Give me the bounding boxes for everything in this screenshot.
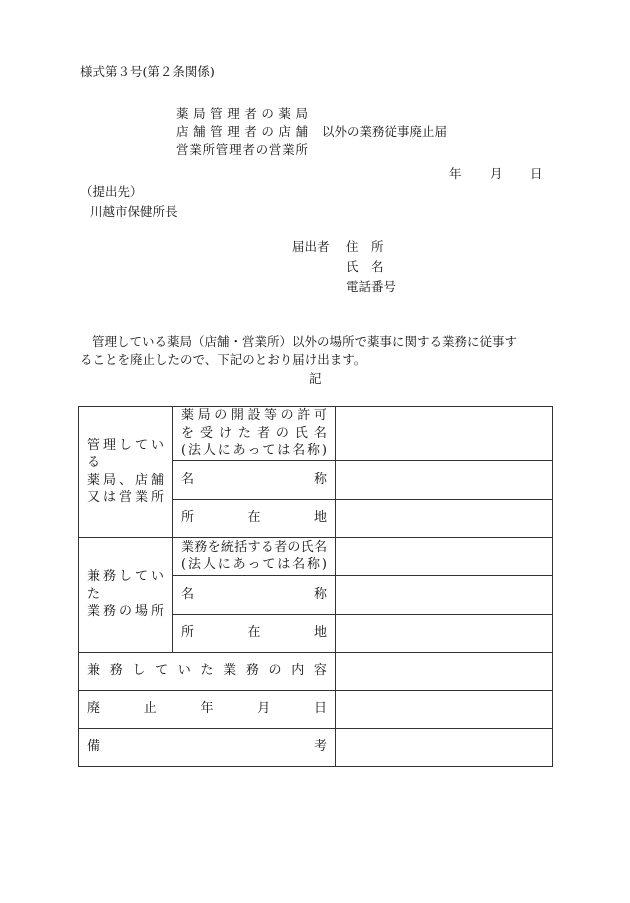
section2-location-value[interactable]: [336, 614, 553, 652]
title-line-3: 営 業 所 管 理 者 の 営 業 所: [176, 142, 308, 157]
section2-location-label: 所 在 地: [173, 614, 336, 652]
body-text-line-2: ることを廃止したので、下記のとおり届け出ます。: [80, 352, 367, 367]
table-row: [79, 537, 553, 575]
table-row: [79, 407, 553, 461]
duties-label: 兼 務 し て い た 業 務 の 内 容: [79, 652, 336, 690]
section1-licensee-value[interactable]: [336, 407, 553, 461]
section2-supervisor-label: 業 務 を 統 括 す る 者 の 氏 名 ( 法 人 に あ っ て は 名 称 ): [173, 537, 336, 575]
remarks-value[interactable]: [336, 728, 553, 766]
section1-category: 管理している 薬局、店舗 又は営業所: [79, 407, 173, 538]
notification-table: [78, 406, 553, 767]
abolition-date-value[interactable]: [336, 690, 553, 728]
section2-name-label: 名 称: [173, 575, 336, 614]
date-day: 日: [530, 166, 543, 181]
section2-supervisor-value[interactable]: [336, 537, 553, 575]
section1-licensee-label: 薬 局 の 開 設 等 の 許 可 を 受 け た 者 の 氏 名 ( 法 人 に あ っ て は 名 称 ): [173, 407, 336, 461]
remarks-label: 備 考: [79, 728, 336, 766]
recipient-label: （提出先）: [80, 184, 143, 199]
table-row: [79, 728, 553, 766]
date-month: 月: [490, 166, 503, 181]
section2-category: 兼務していた 業務の場所: [79, 537, 173, 652]
applicant-address-label: 住 所: [346, 239, 384, 254]
section1-name-label: 名 称: [173, 460, 336, 499]
recipient-name: 川越市保健所長: [90, 204, 178, 219]
applicant-phone-label: 電話番号: [346, 279, 397, 294]
title-line-1: 薬 局 管 理 者 の 薬 局: [176, 106, 308, 121]
ki-heading: 記: [309, 371, 322, 386]
section1-name-value[interactable]: [336, 460, 553, 499]
table-row: [79, 690, 553, 728]
title-suffix: 以外の業務従事廃止届: [322, 124, 448, 139]
duties-value[interactable]: [336, 652, 553, 690]
section1-location-label: 所 在 地: [173, 499, 336, 537]
applicant-label: 届出者: [292, 239, 330, 254]
body-text-line-1: 管理している薬局（店舗・営業所）以外の場所で薬事に関する業務に従事す: [92, 334, 518, 349]
section1-location-value[interactable]: [336, 499, 553, 537]
table-row: [79, 652, 553, 690]
abolition-date-label: 廃 止 年 月 日: [79, 690, 336, 728]
date-year: 年: [449, 166, 462, 181]
title-line-2: 店 舗 管 理 者 の 店 舗: [176, 124, 308, 139]
form-number: 様式第３号(第２条関係): [80, 64, 215, 79]
applicant-name-label: 氏 名: [346, 259, 384, 274]
section2-name-value[interactable]: [336, 575, 553, 614]
